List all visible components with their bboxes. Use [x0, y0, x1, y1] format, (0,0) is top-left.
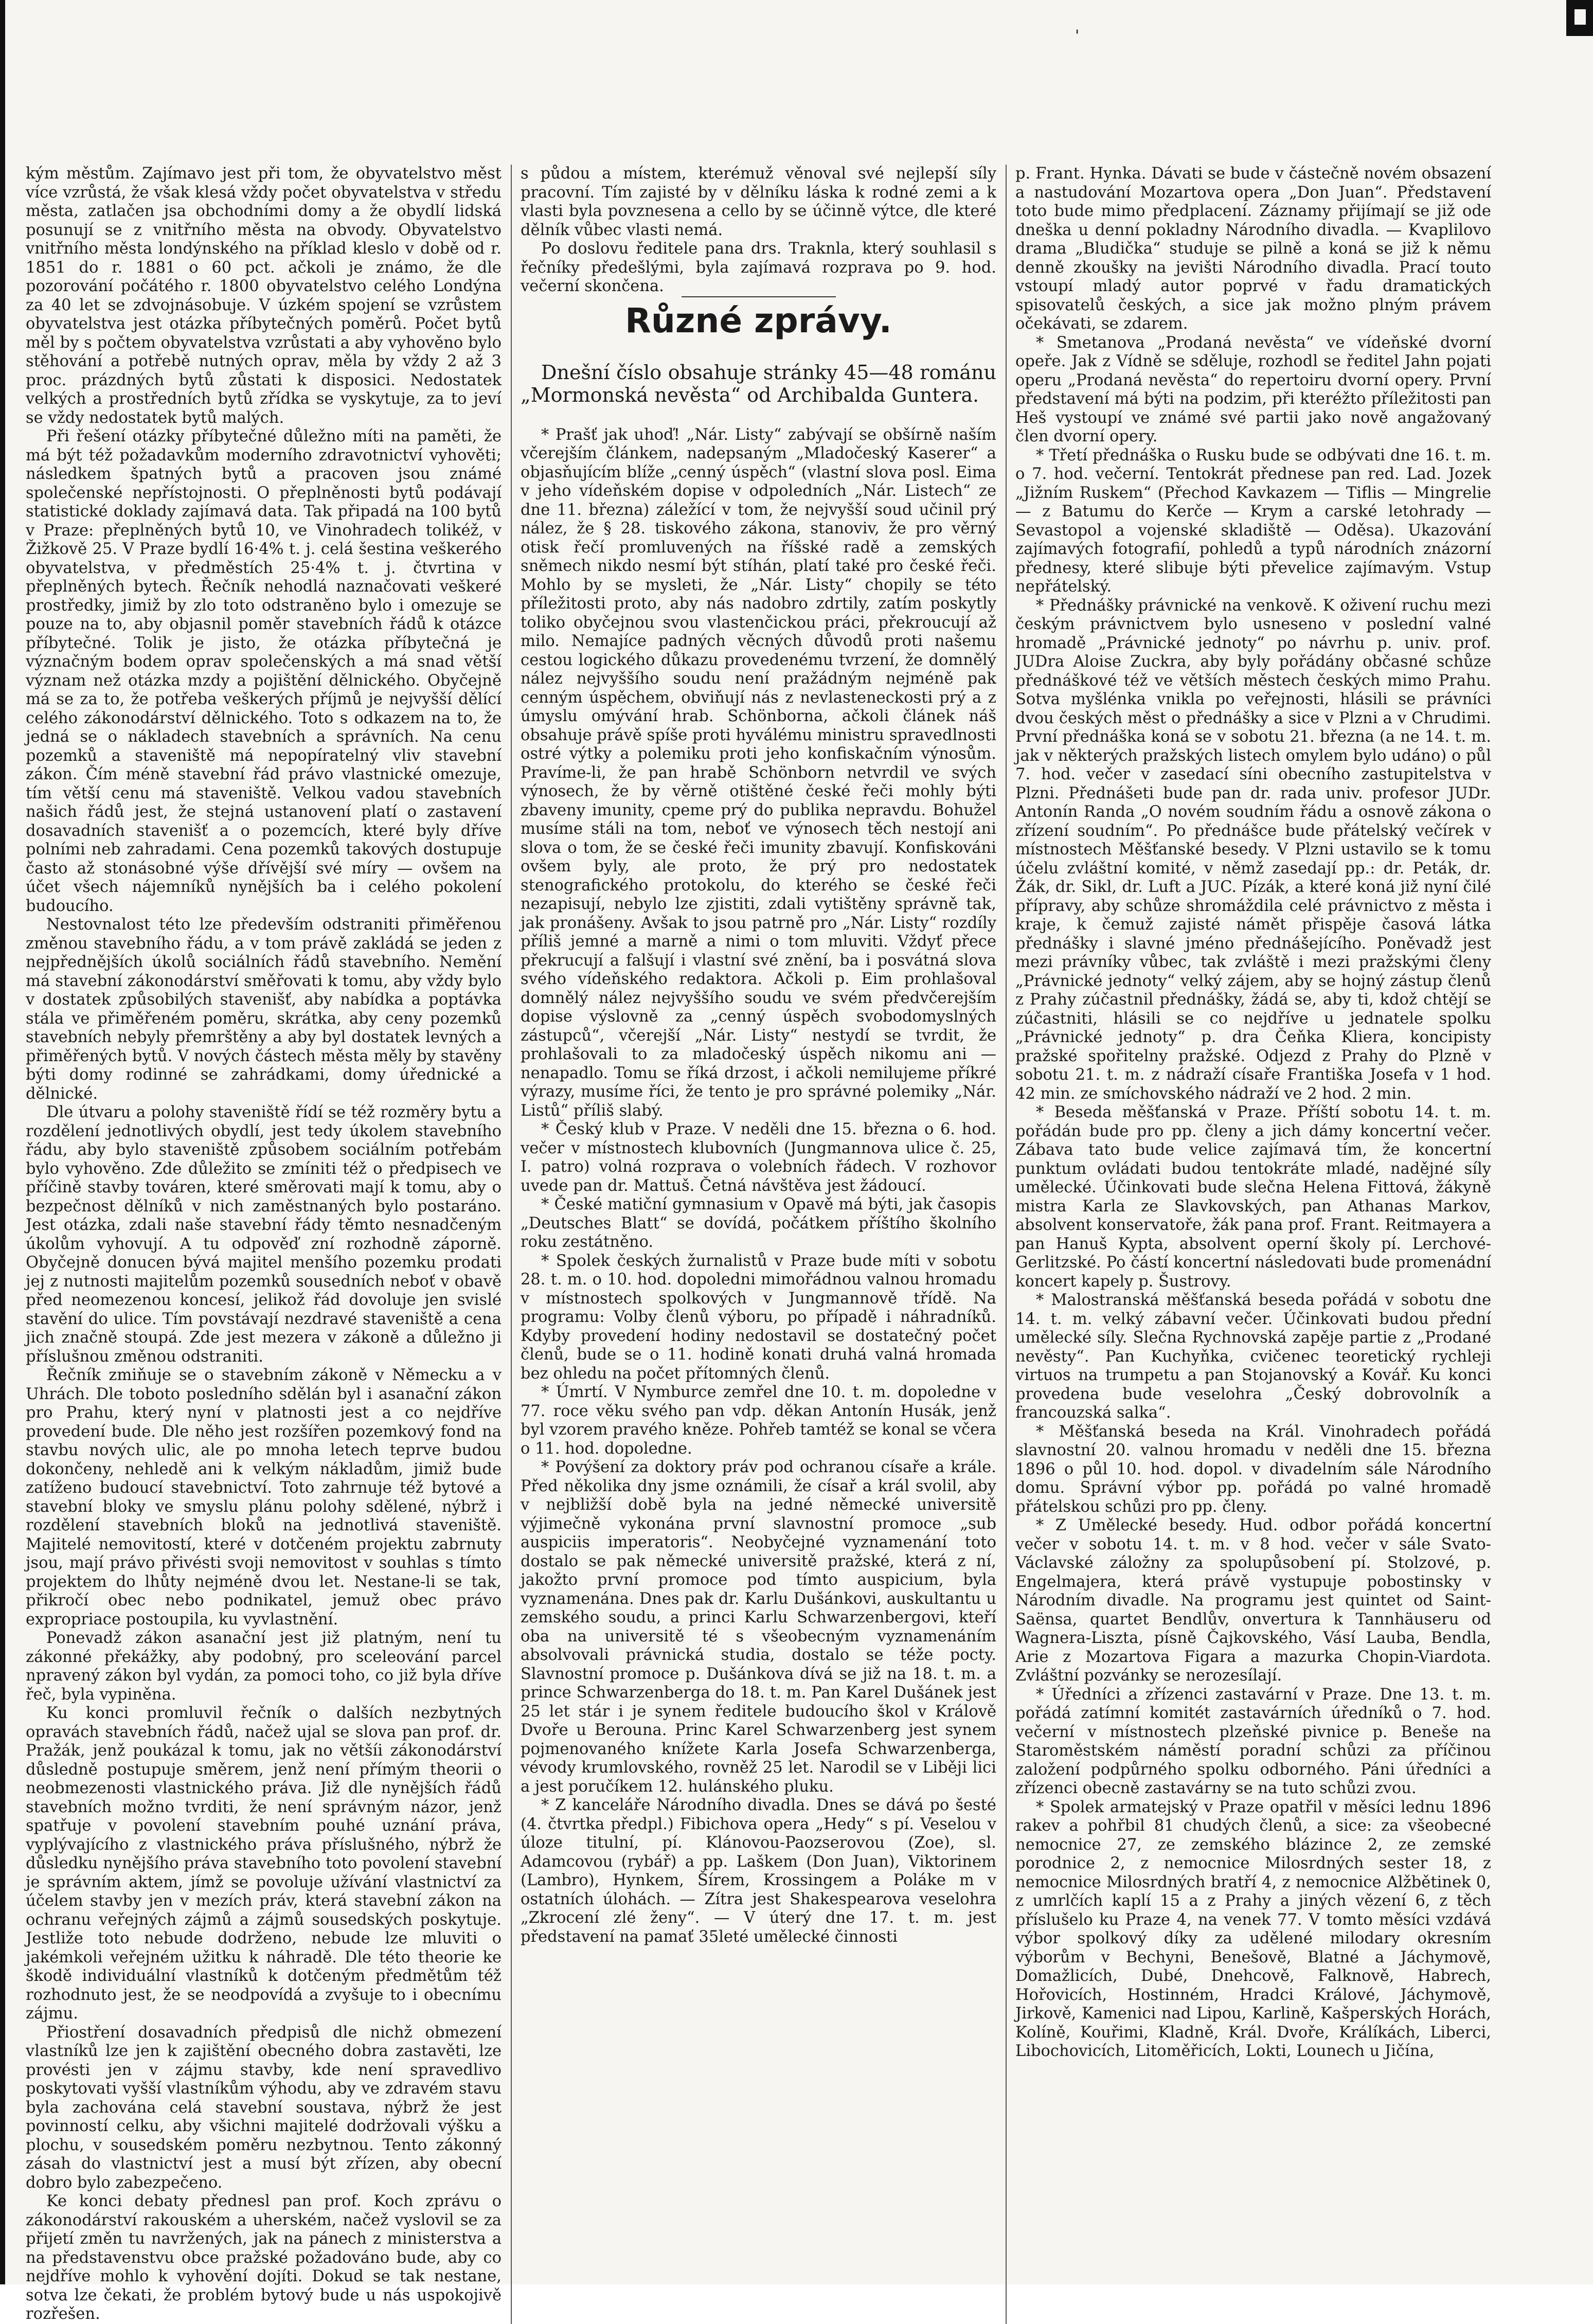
column-1-paragraph: Ku konci promluvil řečník o dalších nezbytných opravách stavebních řádů, načež ujal se slova pan prof. dr. Pražák, jenž poukázal k tomu, jak no většíi zákonodárství důsledně postupuje směrem, jenž není přímým theorii o neobmezenosti vlastnického práva. Již dle nynějších řádů stavebních možno tvrditi, že není správným názor, jenž spatřuje v povolení stavebním pouhé uznání práva, vyplývajícího z vlastnického práva příslušného, nýbrž že důsledku nynějšího práva stavebního toto povolení stavební je správním aktem, jímž se povoluje užívání vlastnictví za účelem stavby jen v mezích práv, která stavební zákon na ochranu veřejných zájmů a zájmů sousedských poskytuje. Jestliže toto nebude dodrženo, nebude lze mluviti o jakémkoli veřejném užitku k náhradě. Dle této theorie ke škodě individuální vlastníků k dotčeným předmětům též rozhodnuto jest, že se neodpovídá a zvyšuje to i obecnímu zájmu.: [26, 1704, 502, 2023]
news-item: p. Frant. Hynka. Dávati se bude v částečně novém obsazení a nastudování Mozartova opera „Don Juan“. Představení toto bude mimo předplacení. Záznamy přijímají se již ode dneška u denní pokladny Národního divadla. — Kvaplilovo drama „Bludička“ studuje se pilně a koná se již k němu denně zkoušky na jevišti Národního divadla. Prací touto vstoupí mladý autor poprvé v řadu dramatických spisovatelů českých, a sice jak možno plným právem očekávati, se zdarem.: [1015, 165, 1491, 333]
news-item: * Přednášky právnické na venkově. K oživení ruchu mezi českým právnictvem bylo usneseno v poslední valné hromadě „Právnické jednoty“ po návrhu p. univ. prof. JUDra Aloise Zuckra, aby byly pořádány občasné schůze přednáškové též ve větších městech českých mimo Prahu. Sotva myšlénka vnikla po veřejnosti, hlásili se právníci dvou českých měst o přednášky a sice v Plzni a v Chrudimi. První přednáška koná se v sobotu 21. března (a ne 14. t. m. jak v některých pražských listech omylem bylo udáno) o půl 7. hod. večer v zasedací síni obecního zastupitelstva v Plzni. Přednášeti bude pan dr. rada univ. profesor JUDr. Antonín Randa „O novém soudním řádu a osnově zákona o zřízení soudním“. Po přednášce bude přátelský večírek v místnostech Měšťanské besedy. V Plzni ustavilo se k tomu účelu zvláštní komité, v němž zasedají pp.: dr. Peták, dr. Žák, dr. Sikl, dr. Luft a JUC. Pízák, a které koná již nyní čilé přípravy, aby schůze shromáždila celé právnictvo z města i kraje, k čemuž zajisté námět přispěje časová látka přednášky i slavné jméno přednášejícího. Poněvadž jest mezi právníky vůbec, tak zvláště i mezi pražskými členy „Právnické jednoty“ velký zájem, aby se hojný zástup členů z Prahy zúčastnil přednášky, žádá se, aby ti, kdož chtějí se zúčastniti, hlásili se co nejdříve u jednatele spolku „Právnické jednoty“ p. dra Čeňka Kliera, koncipisty pražské spořitelny pražské. Odjezd z Prahy do Plzně v sobotu 21. t. m. z nádraží císaře Františka Josefa v 1 hod. 42 min. ze smíchovského nádraží ve 2 hod. 2 min.: [1015, 596, 1491, 1103]
column-1: [26, 165, 502, 2324]
column-2-intro: Po doslovu ředitele pana drs. Traknla, který souhlasil s řečníky předešlými, byla zajímavá rozprava po 9. hod. večerní skončena.: [521, 240, 996, 295]
news-item: * Třetí přednáška o Rusku bude se odbývati dne 16. t. m. o 7. hod. večerní. Tentokrát přednese pan red. Lad. Jozek „Jižním Ruskem“ (Přechod Kavkazem — Tiflis — Mingrelie — z Batumu do Kerče — Krym a carské letohrady — Sevastopol a vojenské skladiště — Oděsa). Ukazování zajímavých fotografií, pohledů a typů národních znázorní přednesy, které slibuje býti převelice zajímavým. Vstup nepřátelský.: [1015, 446, 1491, 596]
news-item: * Spolek českých žurnalistů v Praze bude míti v sobotu 28. t. m. o 10. hod. dopoledni mimořádnou valnou hromadu v místnostech spolkových v Jungmannově třídě. Na programu: Volby členů výboru, po případě i náhradníků. Kdyby provedení hodiny nedostavil se dostatečný počet členů, bude se o 11. hodině konati druhá valná hromada bez ohledu na počet přítomných členů.: [521, 1252, 996, 1383]
news-item: * Povýšení za doktory práv pod ochranou císaře a krále. Před několika dny jsme oznámili, že císař a král svolil, aby v nejbližší době byla na jedné německé universitě výjimečně vykonána první slavnostní promoce „sub auspiciis imperatoris“. Neobyčejné vyznamenání toto dostalo se pak německé universitě pražské, která z ní, jakožto první promoce pod tímto auspicium, byla vyznamenána. Dnes pak dr. Karlu Dušánkovi, auskultantu u zemského soudu, a princi Karlu Schwarzenbergovi, kteří oba na universitě té s všeobecným vyznamenáním absolvovali právnická studia, dostalo se téže pocty. Slavnostní promoce p. Dušánkova dívá se již na 18. t. m. a prince Schwarzenberga do 18. t. m. Pan Karel Dušánek jest 25 let stár i je synem ředitele budoucího škol v Králově Dvoře u Berouna. Princ Karel Schwarzenberg jest synem pojmenovaného knížete Karla Josefa Schwarzenberga, vévody krumlovského, rovněž 25 let. Narodil se v Liběji lici a jest poručíkem 12. hulánského pluku.: [521, 1458, 996, 1796]
column-1-paragraph: Dle útvaru a polohy staveniště řídí se též rozměry bytu a rozdělení jednotlivých obydlí, jest tedy úkolem stavebního řádu, aby bylo staveniště způsobem sociálním potřebám bylo vyhověno. Zde důležito se zmíniti též o předpisech ve příčině stavby továren, které směrovati mají k tomu, aby o bezpečnost dělníků v nich zaměstnaných bylo postaráno. Jest otázka, zdali naše stavební řády těmto nesnadčeným úkolům vyhovují. A tu odpověď zní rozhodně záporně. Obyčejně donucen bývá majitel menšího pozemku prodati jej z nutnosti majitelům pozemků sousedních neboť v obavě před neomezenou koncesí, jelikož řád dovoluje jen svislé stavění do ulice. Tím povstávají nezdravé staveniště a cena jich značně stoupá. Zde jest mezera v zákoně a důležno ji příslušnou změnou odstraniti.: [26, 1103, 502, 1366]
column-2-intro: s půdou a místem, kterémuž věnoval své nejlepší síly pracovní. Tím zajisté by v dělníku láska k rodné zemi a k vlasti byla povznesena a cello by se účinně výtce, dle které dělník vůbec vlasti nemá.: [521, 165, 996, 239]
news-item: * Úmrtí. V Nymburce zemřel dne 10. t. m. dopoledne v 77. roce věku svého pan vdp. děkan Antonín Husák, jenž byl vzorem pravého kněze. Pohřeb tamtéž se konal se včera o 11. hod. dopoledne.: [521, 1383, 996, 1458]
news-item: * Beseda měšťanská v Praze. Příští sobotu 14. t. m. pořádán bude pro pp. členy a jich dámy koncertní večer. Zábava tato bude velice zajímavá tím, že koncertní punktum ovládati budou tentokráte mladé, nadějné síly umělecké. Účinkovati bude slečna Helena Fittová, žákyně mistra Karla ze Slavkovských, pan Athanas Markov, absolvent konservatoře, žák pana prof. Frant. Reitmayera a pan Hanuš Kypta, absolvent operní školy pí. Lerchové-Gerlitzské. Po částí koncertní následovati bude promenádní koncert kapely p. Šustrovy.: [1015, 1103, 1491, 1291]
column-1-paragraph: Ke konci debaty přednesl pan prof. Koch zprávu o zákonodárství rakouském a uherském, načež vyslovil se za přijetí změn tu navržených, jak na pánech z ministerstva a na představenstvu obce pražské požadováno bude, aby co nejdříve mohlo k vyhovění dojíti. Dokud se tak nestane, sotva lze čekati, že problém bytový bude u nás uspokojivě rozřešen.: [26, 2192, 502, 2323]
news-item: * Smetanova „Prodaná nevěsta“ ve vídeňské dvorní opeře. Jak z Vídně se sděluje, rozhodl se ředitel Jahn pojati operu „Prodaná nevěsta“ do repertoiru dvorní opery. První představení má býti na podzim, při kteréžto příležitosti pan Heš vystoupí ve známé své partii jako nově angažovaný člen dvorní opery.: [1015, 333, 1491, 445]
section-rule: [682, 296, 836, 297]
news-item: * Malostranská měšťanská beseda pořádá v sobotu dne 14. t. m. velký zábavní večer. Účinkovati budou přední umělecké síly. Slečna Rychnovská zapěje partie z „Prodané nevěsty“. Pan Kuchyňka, cvičenec teoretický rychleji virtuos na trumpetu a pan Stojanovský a Kovář. Ku konci provedena bude veselohra „Český dobrovolník a francouzská salka“.: [1015, 1291, 1491, 1422]
column-1-paragraph: Řečník zmiňuje se o stavebním zákoně v Německu a v Uhrách. Dle toboto posledního sdělán byl i asanační zákon pro Prahu, který nyní v platnosti jest a co nejdříve provedení bude. Dle něho jest rozšířen pozemkový fond na stavbu nových ulic, ale po mnoha letech teprve budou dokončeny, nehledě ani k velkým nákladům, jimiž bude zatíženo budoucí stavebnictví. Toto zahrnuje též bytové a stavební bloky ve smyslu plánu polohy sdělené, nýbrž i rozdělení stavebních bloků na jednotlivá staveniště. Majitelé nemovitostí, které v dotčeném projektu zabrnuty jsou, mají právo přivésti svoji nemovitost v souhlas s tímto projektem do lhůty nejméně dvou let. Nestane-li se tak, přikročí obec nebo podnikatel, jemuž obec právo expropriace postoupila, ku vyvlastnění.: [26, 1366, 502, 1629]
column-1-paragraph: Přiostření dosavadních předpisů dle nichž obmezení vlastníků lze jen k zajištění obecného dobra zastavěti, lze provésti jen v zájmu stavby, kde není spravedlivo poskytovati vyšší vlastníkům výhodu, aby ve zdravém stavu byla zachována celá stavební soustava, nýbrž že jest povinností celku, aby všichni majitelé dodržovali výšku a plochu, v sousedském poměru nezbytnou. Tento zákonný zásah do vlastnictví jest a musí být zřízen, aby obecní dobro bylo zabezpečeno.: [26, 2023, 502, 2192]
top-right-mark: ': [1075, 27, 1080, 45]
news-item: * České matiční gymnasium v Opavě má býti, jak časopis „Deutsches Blatt“ se dovídá, počátkem příštího školního roku zestátněno.: [521, 1195, 996, 1251]
column-1-paragraph: Ponevadž zákon asanační jest již platným, není tu zákonné překážky, aby podobný, pro sceleování parcel npravený zákon byl vydán, za pomoci toho, co již byla dříve řeč, byla vypiněna.: [26, 1629, 502, 1704]
news-item: * Český klub v Praze. V neděli dne 15. března o 6. hod. večer v místnostech klubovních (Jungmannova ulice č. 25, I. patro) volná rozprava o volebních řádech. V rozhovor uvede pan dr. Mattuš. Četná návštěva jest žádoucí.: [521, 1120, 996, 1195]
column-1-paragraph: kým městům. Zajímavo jest při tom, že obyvatelstvo měst více vzrůstá, že však klesá vždy počet obyvatelstva v středu města, zatlačen jsa obchodními domy a že obydlí lidská posunují se z vnitřního města na obvody. Obyvatelstvo vnitřního města londýnského na příklad kleslo v době od r. 1851 do r. 1881 o 60 pct. ačkoli je známo, že dle pozorování počátého r. 1800 obyvatelstvo celého Londýna za 40 let se zdvojnásobuje. V úzkém spojení se vzrůstem obyvatelstva jest otázka příbytečných poměrů. Počet bytů měl by s počtem obyvatelstva vzrůstati a aby vyhověno bylo stěhování a potřebě nutných oprav, měla by vždy 2 až 3 proc. prázdných bytů zůstati k disposici. Nedostatek velkých a prostředních bytů zřídka se vyskytuje, za to jeví se vždy nedostatek bytů malých.: [26, 165, 502, 427]
news-item: * Úředníci a zřízenci zastavární v Praze. Dne 13. t. m. pořádá zatímní komitét zastavárních úředníků o 7. hod. večerní v místnostech plzeňské pivnice p. Beneše na Staroměstském náměstí poradní schůzi za příčinou založení podpůrného spolku odborného. Páni úředníci a zřízenci obecně zastavárny se na tuto schůzi zvou.: [1015, 1685, 1491, 1797]
news-item: * Měšťanská beseda na Král. Vinohradech pořádá slavnostní 20. valnou hromadu v neděli dne 15. března 1896 o půl 10. hod. dopol. v divadelním sále Národního domu. Správní výbor pp. pořádá po valné hromadě přátelskou schůzi pro pp. členy.: [1015, 1422, 1491, 1516]
news-item: * Spolek armatejský v Praze opatřil v měsíci lednu 1896 rakev a pohřbil 81 chudých členů, a sice: za všeobecné nemocnice 27, ze zemského blázince 2, ze zemské porodnice 2, z nemocnice Milosrdných sester 18, z nemocnice Milosrdných bratří 4, z nemocnice Alžbětinek 0, z umrlčích kaplí 15 a z Prahy a jiných vězení 6, z těch příslušelo ku Praze 4, na venek 77. V tomto měsíci vzdává výbor spolkový díky za udělené milodary okresním výborům v Bechyni, Benešově, Blatné a Jáchymově, Domažlicích, Dubé, Dnehcově, Falknově, Habrech, Hořovicích, Hostinném, Hradci Králové, Jáchymově, Jirkově, Kamenici nad Lipou, Karlině, Kašperských Horách, Kolíně, Kouřimi, Kladně, Král. Dvoře, Králíkách, Liberci, Libochovicích, Litoměřicích, Lokti, Lounech u Jičína,: [1015, 1798, 1491, 2060]
news-item: * Z kanceláře Národního divadla. Dnes se dává po šesté (4. čtvrtka předpl.) Fibichova opera „Hedy“ s pí. Veselou v úloze titulní, pí. Klánovou-Paozserovou (Zoe), sl. Adamcovou (rybář) a pp. Laškem (Don Juan), Viktorinem (Lambro), Hynkem, Šírem, Krossingem a Poláke m v ostatních úlohách. — Zítra jest Shakespearova veselohra „Zkrocení zlé ženy“. — V úterý dne 17. t. m. jest představení na pamať 35leté umělecké činnosti: [521, 1796, 996, 1946]
text-columns: [26, 165, 1569, 2323]
news-item: * Z Umělecké besedy. Hud. odbor pořádá koncertní večer v sobotu 14. t. m. v 8 hod. večer v sále Svato-Václavské záložny za spolupůsobení pí. Stolzové, p. Engelmajera, která právě vystupuje pobostinsky v Národním divadle. Na programu jest quintet od Saint-Saënsa, quartet Bendlův, onvertura k Tannhäuseru od Wagnera-Liszta, písně Čajkovského, Vásí Lauba, Bendla, Arie z Mozartova Figara a mazurka Chopin-Viardota. Zvláštní pozvánky se nerozesílají.: [1015, 1516, 1491, 1685]
column-1-paragraph: Nestovnalost této lze především odstraniti přiměřenou změnou stavebního řádu, a v tom právě zakládá se jeden z nejpřednějších úkolů sociálních řádů stavebního. Nemění má stavební zákonodárství směřovati k tomu, aby vždy bylo v dostatek způsobilých stavenišť, aby nabídka a poptávka stála ve přiměřeném poměru, skrátka, aby ceny pozemků stavebních nebyly přemrštěny a aby byl dostatek levných a přiměřených bytů. V nových částech města měly by stavěny býti domy rodinné se zahrádkami, domy úřednické a dělnické.: [26, 916, 502, 1103]
column-3: [1015, 165, 1491, 2324]
section-title: Různé zprávy.: [625, 300, 892, 341]
news-item: * Prašť jak uhoď! „Nár. Listy“ zabývají se obšírně naším včerejším článkem, nadepsaným „Mladočeský Kaserer“ a objasňujícím blíže „cenný úspěch“ (vlastní slova posl. Eima v jeho vídeňském dopise v odpoledních „Nár. Listech“ ze dne 11. března) záležící v tom, že nejvyšší soud učinil prý nález, že § 28. tiskového zákona, stanoviv, že pro věrný otisk řečí promluvených na říšské radě a zemských sněmech nikdo nesmí být stíhán, platí také pro české řeči. Mohlo by se mysleti, že „Nár. Listy“ chopily se této příležitosti proto, aby nás nadobro zdrtily, zatím poskytly toliko obyčejnou svou vlastenčickou práci, překroucují až milo. Nemajíce padných věcných důvodů proti našemu cestou logického důkazu provedenému tvrzení, že domnělý nález nejvyššího soudu není pražádným nejméně pak cenným úspěchem, obviňují nás z nevlasteneckosti prý a z úmyslu omývání hrab. Schönborna, ačkoli článek náš obsahuje právě spíše proti hyválému ministru spravedlnosti ostré výtky a polemiku proti jeho konfiskačním výnosům. Pravíme-li, že pan hrabě Schönborn netvrdil ve svých výnosech, že by věrně otištěné české řeči mohly býti zbaveny imunity, cpeme prý do publika nepravdu. Bohužel musíme stáli na tom, neboť ve výnosech těch nestojí ani slova o tom, že se české řeči imunity zbavují. Konfiskováni ovšem byly, ale proto, že prý pro nedostatek stenografického protokolu, do kterého se české řeči nezapisují, nebylo lze zjistiti, zdali vytištěny správně tak, jak pronášeny. Avšak to jsou patrně pro „Nár. Listy“ rozdíly příliš jemné a marně a nimi o tom mluviti. Vždyť přece překrucují a falšují i vlastní své znění, ba i posvátná slova svého vídeňského redaktora. Ačkoli p. Eim prohlašoval domnělý nález nejvyššího soudu ve svém předvčerejším dopise výslovně za „cenný úspěch svobodomyslných zástupců“, včerejší „Nár. Listy“ nestydí se tvrdit, že prohlašovali to za mladočeský úspěch nikomu ani — nenapadlo. Tomu se říká drzost, i ačkoli nemilujeme příkré výrazy, musíme říci, že tento je pro správné polemiky „Nár. Listů“ příliš slabý.: [521, 425, 996, 1120]
scan-corner-mark: [1566, 0, 1593, 36]
column-1-paragraph: Při řešení otázky příbytečné důležno míti na paměti, že má být též požadavkům moderního zdravotnictví vyhověti; následkem špatných bytů a pracoven jsou známé společenské nepřístojnosti. O přeplněnosti bytů podávají statistické doklady zajímavá data. Tak připadá na 100 bytů v Praze: přeplněných bytů 10, ve Vinohradech tolikéž, v Žižkově 25. V Praze bydlí 16·4% t. j. celá šestina veškerého obyvatelstva, v předměstích 25·4% t. j. čtvrtina v přeplněných bytech. Řečník nehodlá naznačovati veškeré prostředky, jimiž by zlo toto odstraněno bylo i omezuje se pouze na to, aby objasnil poměr stavebních řádů k otázce příbytečné. Tolik je jisto, že otázka příbytečná je význačným bodem oprav společenských a má snad větší význam než otázka mzdy a pojištění dělnického. Obyčejně má se za to, že potřeba veškerých příjmů je nejvyšší dělící celého zákonodárství dělnického. Toto s odkazem na to, že jedná se o nákladech stavebních a správních. Na cenu pozemků a staveniště má nepopíratelný vliv stavební zákon. Čím méně stavební řád právo vlastnické omezuje, tím větší cenu má staveniště. Velkou vadou stavebních našich řádů jest, že stejná ustanovení platí o zastavení dosavadních stavenišť a o pozemcích, které byly dříve polními neb zahradami. Cena pozemků takových dostupuje často až stonásobné výše dřívější své míry — ovšem na účet všech nájemníků nynějších ba i celého pokolení budoucího.: [26, 427, 502, 915]
scan-edge: [0, 0, 5, 2284]
column-2: [521, 165, 996, 2324]
section-lead: Dnešní číslo obsahuje stránky 45—48 románu „Mormonská nevěsta“ od Archibalda Guntera.: [521, 361, 996, 406]
